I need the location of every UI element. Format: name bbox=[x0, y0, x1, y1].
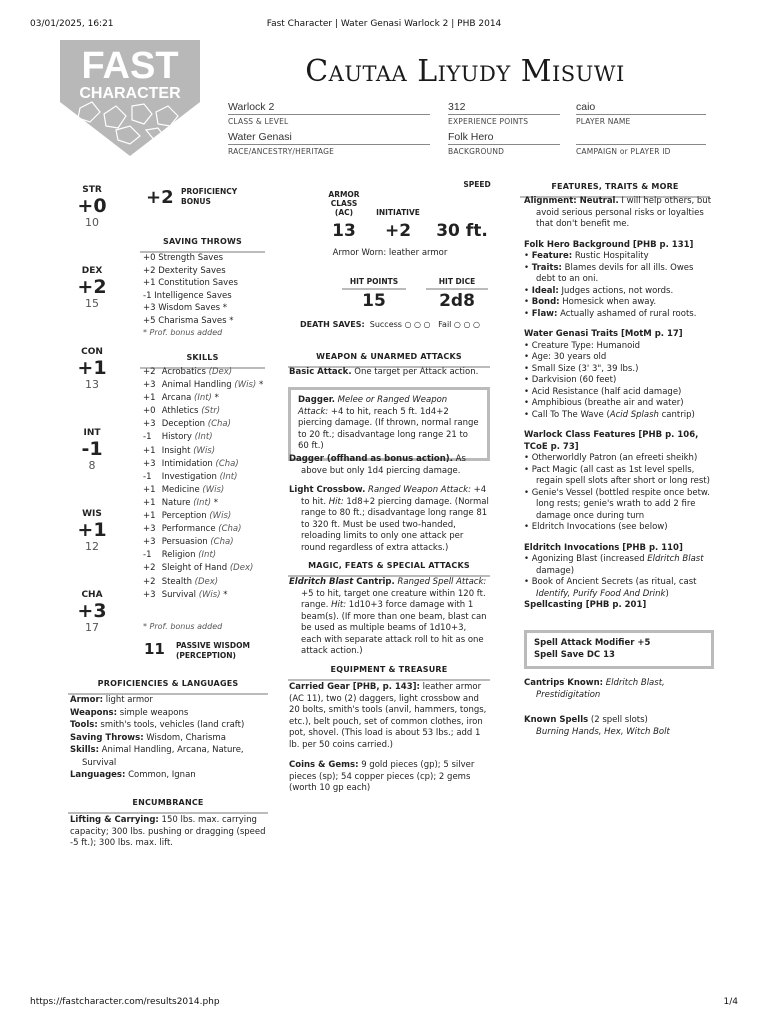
background-label: BACKGROUND bbox=[448, 147, 505, 156]
ability-int bbox=[70, 427, 114, 474]
saving-throw-row: +3 Wisdom Saves * bbox=[143, 303, 228, 313]
warlock-row: • Otherworldly Patron (an efreeti sheikh) bbox=[524, 453, 698, 463]
spell-attack-modifier: Spell Attack Modifier +5 bbox=[534, 638, 651, 648]
skill-modifier: +2 bbox=[143, 576, 156, 587]
genasi-trait: Acid Resistance (half acid damage) bbox=[531, 386, 682, 397]
invocation-text: Book of Ancient Secrets (as ritual, cast bbox=[531, 577, 697, 587]
genasi-trait: Age: 30 years old bbox=[531, 352, 607, 362]
warlock-feature: Otherworldly Patron (an efreeti sheikh) bbox=[531, 453, 698, 463]
skill-row bbox=[143, 405, 273, 418]
folk-row: • Ideal: Judges actions, not words. bbox=[524, 285, 674, 296]
print-title: Fast Character | Water Genasi Warlock 2 | PHB 2014 bbox=[266, 19, 502, 29]
skill-row bbox=[143, 497, 273, 510]
skill-ability: (Int) bbox=[194, 393, 212, 404]
eldritch-blast bbox=[289, 577, 489, 658]
genasi-trait: Darkvision (60 feet) bbox=[531, 375, 617, 385]
folk-key: Traits: bbox=[531, 262, 562, 273]
skill-row bbox=[143, 562, 273, 575]
proficiency-value-text: Animal Handling, Arcana, Nature, Survival bbox=[82, 745, 244, 768]
folk-value: Judges actions, not words. bbox=[558, 285, 674, 296]
passive-label-2: (PERCEPTION) bbox=[176, 651, 236, 660]
folk-row: • Bond: Homesick when away. bbox=[524, 297, 657, 307]
xp-label: EXPERIENCE POINTS bbox=[448, 117, 529, 126]
passive-wisdom-label bbox=[176, 641, 250, 661]
folk-value: Actually ashamed of rural roots. bbox=[557, 308, 697, 319]
background-value: Folk Hero bbox=[448, 130, 560, 145]
alignment bbox=[524, 196, 712, 231]
skill-ability: (Cha) bbox=[218, 524, 242, 535]
invocation-text: Agonizing Blast (increased bbox=[531, 554, 648, 564]
skill-modifier: +3 bbox=[143, 537, 156, 548]
skill-ability: (Wis) bbox=[209, 511, 232, 522]
skill-row bbox=[143, 576, 273, 589]
skill-row bbox=[143, 549, 273, 562]
features-title: FEATURES, TRAITS & MORE bbox=[520, 182, 710, 198]
skill-modifier: +1 bbox=[143, 484, 156, 495]
invocation-row: • Book of Ancient Secrets (as ritual, cast Identify, Purify Food And Drink) bbox=[524, 577, 697, 599]
proficiency-key: Tools: bbox=[70, 720, 98, 730]
ability-modifier: +2 bbox=[77, 276, 107, 299]
player-label: PLAYER NAME bbox=[576, 117, 631, 126]
folk-key: Feature: bbox=[531, 251, 573, 261]
skill-row bbox=[143, 471, 273, 484]
skill-ability: (Int) bbox=[193, 497, 212, 508]
death-saves-label: DEATH SAVES: bbox=[300, 320, 365, 329]
encumbrance-key: Lifting & Carrying: bbox=[70, 815, 159, 825]
skills-note: * Prof. bonus added bbox=[143, 622, 223, 631]
ability-wis bbox=[70, 508, 114, 555]
warlock-row: • Eldritch Invocations (see below) bbox=[524, 522, 668, 532]
saving-throw-row: +0 Strength Saves bbox=[143, 253, 223, 263]
invocation-text-end: ) bbox=[665, 588, 669, 599]
eldritch-blast-to-hit: +5 to hit, target one creature within 120 ft. range. bbox=[301, 588, 486, 610]
genasi-row: • Age: 30 years old bbox=[524, 352, 607, 362]
skill-row bbox=[143, 379, 273, 392]
proficiency-row bbox=[70, 769, 270, 782]
skill-modifier: +3 bbox=[143, 589, 156, 600]
offhand-text: As above but only 1d4 piercing damage. bbox=[301, 454, 466, 476]
class-level-label: CLASS & LEVEL bbox=[228, 117, 289, 126]
skill-ability: (Cha) bbox=[207, 419, 231, 430]
invocations-title: Eldritch Invocations [PHB p. 110] bbox=[524, 542, 683, 553]
cantrips-list: Eldritch Blast, Prestidigitation bbox=[536, 678, 665, 700]
print-page-number: 1/4 bbox=[723, 997, 738, 1007]
coins-text: 9 gold pieces (gp); 5 silver pieces (sp); 54 copper pieces (cp); 2 gems (worth 10 gp each) bbox=[289, 760, 475, 793]
skill-modifier: -1 bbox=[143, 432, 152, 443]
crossbow-label: Light Crossbow. bbox=[289, 485, 366, 495]
spell-stats-box bbox=[524, 630, 714, 669]
crossbow-text: 1d8+2 piercing damage. (Normal range to 80 ft.; disadvantage long range 81 to 320 ft. Must be used two-handed, reloading limits to only one attack per round regardless of extra attacks.) bbox=[301, 496, 489, 553]
saving-throw-row: -1 Intelligence Saves bbox=[143, 290, 232, 301]
speed-label: SPEED bbox=[463, 180, 491, 189]
class-level-field bbox=[228, 100, 430, 127]
skill-modifier: +3 bbox=[143, 524, 156, 535]
invocation-spell: Eldritch Blast bbox=[647, 554, 704, 564]
ability-score: 12 bbox=[85, 540, 99, 554]
genasi-title: Water Genasi Traits [MotM p. 17] bbox=[524, 329, 683, 339]
print-datetime: 03/01/2025, 16:21 bbox=[30, 19, 114, 29]
warlock-title: Warlock Class Features [PHB p. 106, TCoE p. 73] bbox=[524, 430, 699, 452]
encumbrance-value: 150 lbs. max. carrying capacity; 300 lbs. pushing or dragging (speed -5 ft.); 300 lbs. max. lift. bbox=[70, 815, 266, 848]
folk-row: • Feature: Rustic Hospitality bbox=[524, 251, 649, 261]
warlock-feature: Pact Magic (all cast as 1st level spells, regain spell slots after short or long rest) bbox=[531, 464, 710, 486]
skill-modifier: +0 bbox=[143, 406, 156, 417]
dagger-attack-box bbox=[288, 387, 490, 461]
skill-ability: (Dex) bbox=[229, 563, 254, 574]
saving-throws-title: SAVING THROWS bbox=[140, 237, 265, 253]
ability-modifier: +1 bbox=[77, 519, 107, 542]
skill-name: Persuasion bbox=[161, 537, 208, 548]
folk-key: Bond: bbox=[531, 297, 560, 307]
folk-hero-title: Folk Hero Background [PHB p. 131] bbox=[524, 239, 694, 250]
ability-modifier: +3 bbox=[77, 600, 107, 623]
race-value: Water Genasi bbox=[228, 130, 430, 145]
alignment-text: I will help others, but avoid serious personal risks or loyalties that don't benefit me. bbox=[536, 196, 712, 229]
folk-row: • Flaw: Actually ashamed of rural roots. bbox=[524, 308, 697, 319]
skill-row bbox=[143, 523, 273, 536]
warlock-row: • Genie's Vessel (bottled respite once betw. long rests; genie's wrath to add 2 fire damage once during turn bbox=[524, 487, 710, 521]
armor-class-value: 13 bbox=[332, 221, 356, 241]
offhand-attack bbox=[289, 454, 489, 477]
background-field bbox=[448, 130, 560, 157]
proficiency-row bbox=[70, 744, 270, 769]
genasi-trait: Creature Type: Humanoid bbox=[531, 340, 641, 351]
genasi-row: • Darkvision (60 feet) bbox=[524, 375, 617, 385]
skill-name: Insight bbox=[161, 445, 191, 456]
logo-character-text: CHARACTER bbox=[79, 85, 181, 102]
skill-name: Stealth bbox=[161, 576, 192, 587]
skill-row bbox=[143, 445, 273, 458]
coins-label: Coins & Gems: bbox=[289, 760, 359, 770]
proficiency-key: Languages: bbox=[70, 770, 126, 780]
skill-ability: (Cha) bbox=[210, 537, 234, 548]
ability-modifier: -1 bbox=[81, 438, 103, 461]
skill-name: Religion bbox=[161, 550, 196, 561]
skills-list bbox=[143, 366, 273, 602]
skill-row bbox=[143, 366, 273, 379]
skill-row bbox=[143, 431, 273, 444]
ability-cha bbox=[70, 589, 114, 636]
eldritch-blast-cantrip: Cantrip. bbox=[353, 577, 395, 587]
logo-fast-text: FAST bbox=[81, 45, 179, 87]
skill-modifier: -1 bbox=[143, 550, 152, 561]
initiative-label: INITIATIVE bbox=[376, 208, 420, 217]
equipment-text bbox=[289, 682, 489, 795]
proficiency-label bbox=[181, 187, 237, 207]
skill-name: Sleight of Hand bbox=[161, 563, 228, 574]
skill-modifier: -1 bbox=[143, 471, 152, 482]
class-level-value: Warlock 2 bbox=[228, 100, 430, 115]
skill-modifier: +2 bbox=[143, 367, 156, 377]
known-spells-slots: (2 spell slots) bbox=[588, 715, 648, 725]
skill-ability: (Wis) bbox=[198, 589, 221, 600]
basic-attack-label: Basic Attack. bbox=[289, 367, 352, 377]
basic-attack bbox=[289, 367, 489, 379]
proficiency-key: Weapons: bbox=[70, 707, 118, 718]
eldritch-blast-text: 1d10+3 force damage with 1 beam(s). (If more than one beam, blast can be used as multiple beams of 1d10+3, each with separate attack roll to hit as one attack action.) bbox=[301, 600, 487, 656]
skill-proficient-marker: * bbox=[258, 380, 264, 391]
death-saves bbox=[290, 320, 490, 331]
campaign-label: CAMPAIGN or PLAYER ID bbox=[576, 147, 671, 156]
skill-row bbox=[143, 392, 273, 405]
skill-name: Deception bbox=[161, 419, 206, 430]
skill-name: Animal Handling bbox=[161, 380, 232, 391]
skill-proficient-marker: * bbox=[223, 589, 228, 600]
skill-ability: (Wis) bbox=[202, 484, 225, 495]
warlock-row: • Pact Magic (all cast as 1st level spells, regain spell slots after short or long rest) bbox=[524, 464, 710, 486]
player-value: caio bbox=[576, 100, 706, 115]
skill-ability: (Wis) bbox=[234, 380, 257, 391]
skill-row bbox=[143, 484, 273, 497]
campaign-value bbox=[576, 130, 706, 145]
proficiency-key: Saving Throws: bbox=[70, 732, 144, 743]
genasi-row: • Creature Type: Humanoid bbox=[524, 340, 641, 351]
race-field bbox=[228, 130, 430, 157]
folk-value: Homesick when away. bbox=[559, 297, 657, 307]
magic-title: MAGIC, FEATS & SPECIAL ATTACKS bbox=[288, 561, 490, 577]
basic-attack-text: One target per Attack action. bbox=[351, 367, 479, 377]
genasi-row: • Call To The Wave (Acid Splash cantrip) bbox=[524, 409, 695, 420]
eldritch-blast-hit-label: Hit: bbox=[331, 600, 347, 610]
skill-modifier: +3 bbox=[143, 458, 156, 469]
ability-score: 10 bbox=[85, 216, 99, 230]
ability-name: STR bbox=[82, 185, 102, 195]
proficiency-row bbox=[70, 694, 270, 707]
proficiency-label-1: PROFICIENCY bbox=[181, 187, 238, 196]
known-spells-list: Burning Hands, Hex, Witch Bolt bbox=[536, 726, 670, 737]
ability-name: WIS bbox=[82, 509, 102, 519]
warlock-feature: Eldritch Invocations (see below) bbox=[531, 522, 668, 532]
skill-name: Performance bbox=[161, 524, 216, 535]
skill-modifier: +1 bbox=[143, 497, 156, 508]
saving-throw-row: +5 Charisma Saves * bbox=[143, 315, 234, 326]
saving-throws-list bbox=[143, 252, 268, 340]
proficiency-value-text: simple weapons bbox=[117, 707, 189, 718]
skill-name: Medicine bbox=[161, 484, 200, 495]
skill-name: History bbox=[161, 432, 192, 443]
proficiency-value: +2 bbox=[146, 187, 174, 208]
saving-throws-note: * Prof. bonus added bbox=[143, 328, 223, 337]
gear-text: leather armor (AC 11), two (2) daggers, light crossbow and 20 bolts, smith's tools (anvil, hammers, tongs, etc.), belt pouch, set of common clothes, iron pot, shovel. (This load is about 53 lbs.; add 1 lb. per 50 coins carried.) bbox=[289, 682, 487, 750]
skill-modifier: +1 bbox=[143, 393, 156, 404]
proficiencies-list bbox=[70, 694, 270, 782]
death-saves-fail: Fail ○ ○ ○ bbox=[438, 320, 480, 329]
death-saves-success: Success ○ ○ ○ bbox=[369, 320, 431, 329]
campaign-field bbox=[576, 130, 706, 157]
ability-score: 15 bbox=[85, 297, 99, 311]
ability-dex bbox=[70, 265, 114, 312]
ability-name: DEX bbox=[81, 266, 103, 276]
alignment-label: Alignment: Neutral. bbox=[524, 196, 619, 206]
folk-key: Ideal: bbox=[531, 285, 559, 296]
skill-ability: (Int) bbox=[194, 432, 213, 443]
crossbow-attack-type: Ranged Weapon Attack: bbox=[365, 485, 471, 495]
skill-proficient-marker: * bbox=[214, 393, 219, 404]
skill-name: Acrobatics bbox=[161, 367, 206, 377]
cantrips-label: Cantrips Known: bbox=[524, 678, 604, 688]
spell-save-dc: Spell Save DC 13 bbox=[534, 649, 615, 660]
ability-modifier: +1 bbox=[77, 357, 107, 380]
skill-modifier: +3 bbox=[143, 419, 156, 430]
armor-class-label: ARMOR CLASS (AC) bbox=[328, 190, 360, 217]
skill-proficient-marker: * bbox=[213, 497, 219, 508]
skill-name: Nature bbox=[161, 497, 191, 508]
dagger-text: +4 to hit, reach 5 ft. 1d4+2 piercing damage. (If thrown, normal range to 20 ft.; disadvantage long range 21 to 60 ft.) bbox=[298, 406, 479, 451]
xp-field bbox=[448, 100, 560, 127]
invocation-text-end: damage) bbox=[536, 565, 575, 576]
skill-name: Perception bbox=[161, 511, 207, 522]
character-name: Cautaa Liyudy Misuwi bbox=[305, 54, 625, 89]
eldritch-blast-type: Ranged Spell Attack: bbox=[394, 577, 487, 587]
crossbow-to-hit: +4 to hit. bbox=[301, 485, 487, 507]
skill-name: Investigation bbox=[161, 471, 217, 482]
ability-con bbox=[70, 346, 114, 393]
ability-name: INT bbox=[83, 428, 101, 438]
dagger-attack-type: Melee or Ranged Weapon Attack: bbox=[298, 395, 448, 417]
skill-modifier: +1 bbox=[143, 445, 156, 456]
skill-modifier: +3 bbox=[143, 380, 156, 391]
skills-title: SKILLS bbox=[140, 353, 265, 369]
passive-wisdom-value: 11 bbox=[144, 640, 165, 658]
hit-points-value: 15 bbox=[362, 291, 386, 311]
skill-ability: (Str) bbox=[201, 406, 221, 417]
skill-name: Survival bbox=[161, 589, 196, 600]
ability-score: 8 bbox=[88, 459, 96, 473]
skill-row bbox=[143, 536, 273, 549]
gear-label: Carried Gear [PHB, p. 143]: bbox=[289, 682, 420, 692]
xp-value: 312 bbox=[448, 100, 560, 115]
crossbow-attack bbox=[289, 485, 489, 554]
speed-value: 30 ft. bbox=[436, 221, 488, 241]
skill-row bbox=[143, 458, 273, 471]
saving-throw-row: +2 Dexterity Saves bbox=[143, 265, 226, 276]
spellcasting-title: Spellcasting [PHB p. 201] bbox=[524, 600, 647, 610]
hit-points-label: HIT POINTS bbox=[342, 277, 406, 290]
skill-ability: (Dex) bbox=[194, 576, 219, 587]
proficiency-value-text: light armor bbox=[103, 695, 153, 705]
eldritch-blast-name: Eldritch Blast bbox=[289, 577, 354, 587]
proficiency-row bbox=[70, 707, 270, 720]
initiative-value: +2 bbox=[384, 221, 412, 241]
genasi-trait-end: cantrip) bbox=[658, 409, 695, 420]
saving-throw-row: +1 Constitution Saves bbox=[143, 278, 238, 288]
invocation-spell: Identify, Purify Food And Drink bbox=[536, 588, 666, 599]
proficiency-row bbox=[70, 719, 270, 732]
weapon-attacks-title: WEAPON & UNARMED ATTACKS bbox=[288, 352, 490, 368]
skill-name: Intimidation bbox=[161, 458, 213, 469]
skill-ability: (Dex) bbox=[208, 367, 233, 377]
proficiency-label-2: BONUS bbox=[181, 197, 211, 206]
crossbow-hit-label: Hit: bbox=[328, 496, 344, 507]
warlock-feature: Genie's Vessel (bottled respite once betw. long rests; genie's wrath to add 2 fire damage once during turn bbox=[531, 487, 710, 521]
skill-modifier: +2 bbox=[143, 563, 156, 574]
ability-score: 13 bbox=[85, 378, 99, 392]
proficiencies-title: PROFICIENCIES & LANGUAGES bbox=[68, 679, 268, 695]
armor-worn: Armor Worn: leather armor bbox=[332, 248, 448, 258]
folk-value: Rustic Hospitality bbox=[572, 251, 649, 261]
encumbrance-text bbox=[70, 815, 266, 850]
acid-splash: Acid Splash bbox=[609, 409, 659, 420]
fast-character-logo bbox=[60, 40, 200, 156]
print-url: https://fastcharacter.com/results2014.php bbox=[30, 997, 220, 1007]
passive-label-1: PASSIVE WISDOM bbox=[176, 641, 250, 650]
skill-row bbox=[143, 418, 273, 431]
skill-modifier: +1 bbox=[143, 511, 156, 522]
known-spells-label: Known Spells bbox=[524, 715, 589, 725]
proficiency-key: Skills: bbox=[70, 745, 99, 755]
player-field bbox=[576, 100, 706, 127]
ability-name: CHA bbox=[81, 590, 103, 600]
skill-ability: (Cha) bbox=[215, 458, 239, 469]
ability-str bbox=[70, 184, 114, 231]
hit-dice-label: HIT DICE bbox=[426, 277, 488, 290]
ability-modifier: +0 bbox=[77, 195, 107, 218]
ability-score: 17 bbox=[85, 621, 99, 635]
genasi-row: • Acid Resistance (half acid damage) bbox=[524, 386, 682, 397]
skill-row bbox=[143, 510, 273, 523]
offhand-label: Dagger (offhand as bonus action). bbox=[289, 454, 453, 464]
skill-row bbox=[143, 589, 273, 602]
equipment-title: EQUIPMENT & TREASURE bbox=[288, 665, 490, 681]
skill-ability: (Int) bbox=[219, 471, 238, 482]
proficiency-value-text: smith's tools, vehicles (land craft) bbox=[97, 720, 245, 730]
proficiency-key: Armor: bbox=[70, 695, 104, 705]
genasi-trait: Call To The Wave ( bbox=[531, 409, 610, 420]
dagger-label: Dagger. bbox=[298, 395, 335, 405]
ability-name: CON bbox=[81, 347, 103, 357]
spells-known bbox=[524, 678, 712, 738]
genasi-trait: Small Size (3' 3", 39 lbs.) bbox=[531, 363, 639, 374]
genasi-row: • Amphibious (breathe air and water) bbox=[524, 398, 684, 408]
race-label: RACE/ANCESTRY/HERITAGE bbox=[228, 147, 335, 156]
folk-value: Blames devils for all ills. Owes debt to an oni. bbox=[536, 262, 694, 284]
genasi-trait: Amphibious (breathe air and water) bbox=[531, 398, 684, 408]
skill-ability: (Int) bbox=[198, 550, 217, 561]
skill-name: Arcana bbox=[161, 393, 192, 404]
folk-key: Flaw: bbox=[531, 308, 558, 319]
features-content bbox=[524, 196, 712, 612]
genasi-row: • Small Size (3' 3", 39 lbs.) bbox=[524, 363, 639, 374]
folk-row: • Traits: Blames devils for all ills. Owes debt to an oni. bbox=[524, 262, 694, 284]
proficiency-value-text: Common, Ignan bbox=[125, 770, 196, 780]
skill-name: Athletics bbox=[161, 406, 199, 417]
hit-dice-value: 2d8 bbox=[439, 291, 475, 311]
proficiency-row bbox=[70, 732, 270, 745]
print-footer bbox=[30, 996, 738, 1008]
invocation-row: • Agonizing Blast (increased Eldritch Blast damage) bbox=[524, 554, 704, 576]
proficiency-value-text: Wisdom, Charisma bbox=[143, 732, 226, 743]
skill-ability: (Wis) bbox=[193, 445, 216, 456]
encumbrance-title: ENCUMBRANCE bbox=[68, 798, 268, 814]
